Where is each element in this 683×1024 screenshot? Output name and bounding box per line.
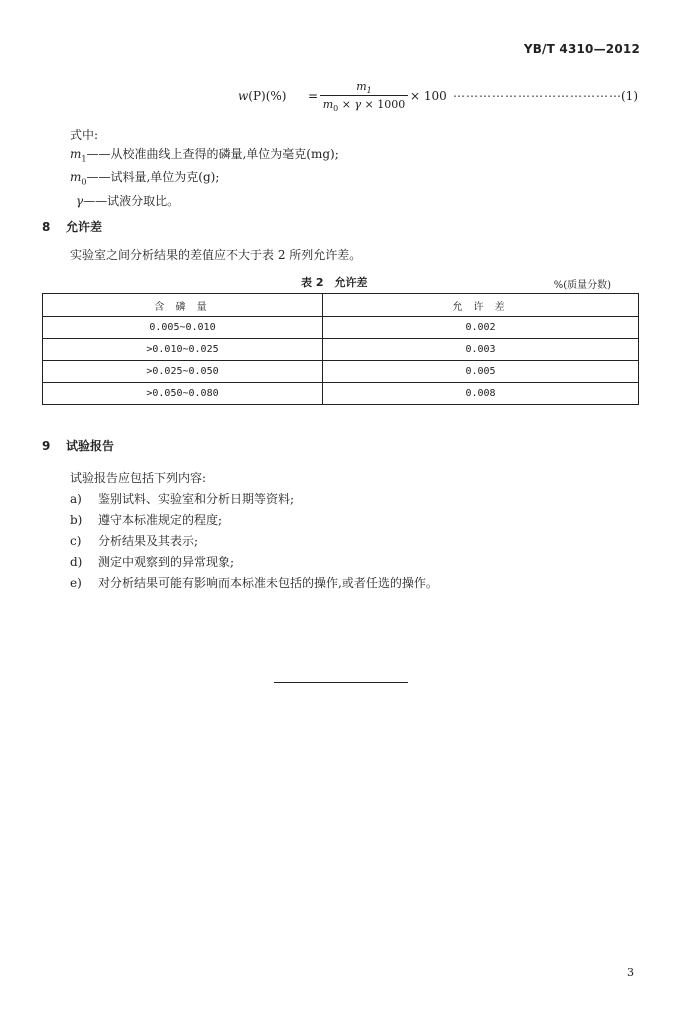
list-item-label: c) — [70, 534, 82, 548]
list-item — [70, 489, 438, 510]
list-item-label: b) — [70, 513, 83, 527]
table-header-row — [43, 294, 639, 317]
definition-row — [70, 145, 339, 168]
definition-row — [70, 168, 339, 191]
definition-text: 从校准曲线上查得的磷量,单位为毫克(mg); — [110, 147, 339, 161]
definition-dash: —— — [86, 170, 111, 185]
cell-tolerance: 0.002 — [323, 317, 639, 339]
cell-tolerance: 0.008 — [323, 383, 639, 405]
cell-content-range: >0.050~0.080 — [43, 383, 323, 405]
tolerance-table — [42, 293, 639, 405]
table-row — [43, 317, 639, 339]
formula-multiplier: × 100 — [410, 89, 447, 103]
definition-row — [70, 192, 339, 211]
list-item-text: 测定中观察到的异常现象; — [98, 555, 235, 569]
definition-dash: —— — [86, 147, 111, 161]
section-9-number: 9 — [42, 439, 51, 453]
equation-number: (1) — [621, 89, 638, 103]
definition-text: 试料量,单位为克(g); — [110, 170, 220, 185]
cell-content-range: 0.005~0.010 — [43, 317, 323, 339]
definition-symbol: m — [70, 147, 82, 161]
table-2-unit: %(质量分数) — [553, 280, 611, 291]
report-intro: 试验报告应包括下列内容: — [70, 471, 207, 485]
list-item-label: d) — [70, 555, 83, 569]
list-item-text: 鉴别试料、实验室和分析日期等资料; — [98, 492, 295, 506]
cell-tolerance: 0.003 — [323, 339, 639, 361]
definition-dash: —— — [83, 193, 108, 208]
denominator-m-subscript: 0 — [333, 104, 339, 114]
where-label: 式中: — [70, 128, 99, 142]
formula-lhs-arg: (P)(%) — [248, 89, 287, 103]
definition-subscript: 0 — [81, 177, 87, 187]
list-item-text: 分析结果及其表示; — [98, 534, 199, 548]
cell-content-range: >0.010~0.025 — [43, 339, 323, 361]
end-of-document-rule — [274, 682, 408, 683]
section-8-heading — [42, 218, 102, 235]
denominator-times-2: × — [364, 98, 374, 111]
page-number: 3 — [627, 966, 634, 979]
section-8-title: 允许差 — [66, 220, 103, 234]
table-row — [43, 361, 639, 383]
definition-symbol: γ — [76, 193, 84, 208]
formula-fraction — [320, 80, 408, 113]
list-item — [70, 531, 438, 552]
denominator-m: m — [322, 98, 334, 111]
formula-lhs-symbol: w — [238, 89, 249, 103]
formula-equals: = — [308, 89, 319, 103]
report-contents — [70, 468, 438, 594]
definition-symbol: m — [70, 170, 82, 185]
formula-1 — [238, 80, 638, 116]
table-row — [43, 383, 639, 405]
list-item — [70, 573, 438, 594]
denominator-constant: 1000 — [377, 98, 406, 111]
definition-subscript: 1 — [81, 154, 87, 164]
section-8-body: 实验室之间分析结果的差值应不大于表 2 所列允许差。 — [70, 248, 362, 262]
table-row — [43, 339, 639, 361]
list-item — [70, 510, 438, 531]
list-item-label: a) — [70, 492, 82, 506]
formula-numerator — [320, 80, 408, 94]
fraction-bar — [320, 95, 408, 96]
table-2-caption: 表 2 允许差 — [301, 276, 368, 289]
section-9-heading — [42, 437, 114, 454]
symbol-definitions — [70, 145, 339, 211]
numerator-subscript: 1 — [366, 86, 372, 96]
denominator-gamma: γ — [354, 98, 362, 111]
list-item-text: 遵守本标准规定的程度; — [98, 513, 223, 527]
section-8-number: 8 — [42, 220, 51, 234]
numerator-symbol: m — [356, 80, 367, 93]
header-phosphorus-content: 含 磷 量 — [43, 294, 323, 317]
formula-leader: ………………………………… — [453, 86, 622, 100]
formula-denominator — [320, 98, 408, 113]
denominator-times-1: × — [341, 98, 351, 111]
cell-tolerance: 0.005 — [323, 361, 639, 383]
list-item-label: e) — [70, 576, 82, 590]
formula-lhs — [238, 89, 286, 103]
standard-number: YB/T 4310—2012 — [523, 42, 640, 56]
section-9-title: 试验报告 — [66, 439, 115, 453]
definition-text: 试液分取比。 — [107, 193, 180, 208]
list-item-text: 对分析结果可能有影响而本标准未包括的操作,或者任选的操作。 — [98, 576, 438, 590]
list-item — [70, 552, 438, 573]
cell-content-range: >0.025~0.050 — [43, 361, 323, 383]
header-tolerance: 允 许 差 — [323, 294, 639, 317]
